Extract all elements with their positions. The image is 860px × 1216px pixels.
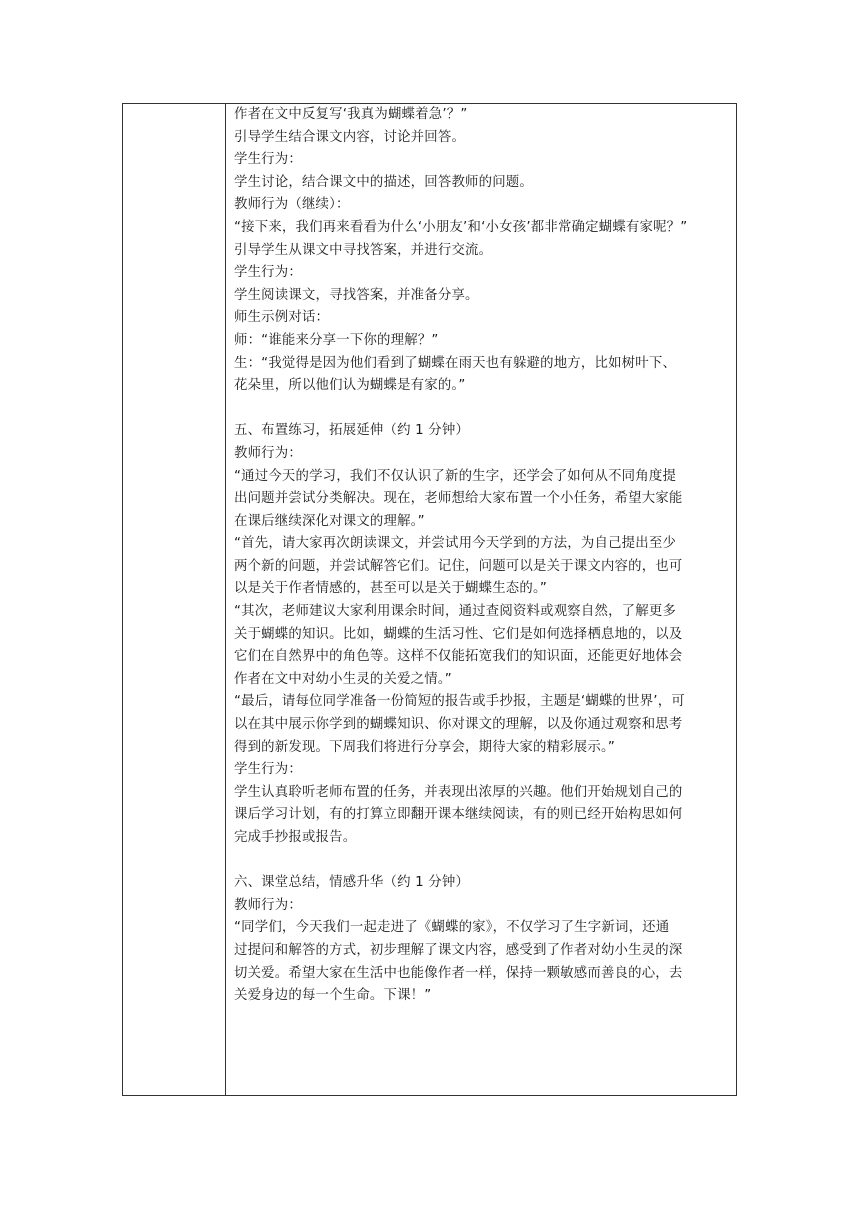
text-line: 以在其中展示你学到的蝴蝶知识、你对课文的理解，以及你通过观察和思考 [234,717,683,733]
text-line: 引导学生从课文中寻找答案，并进行交流。 [234,242,493,258]
text-line: 过提问和解答的方式，初步理解了课文内容，感受到了作者对幼小生灵的深 [234,942,683,958]
text-line: 学生阅读课文，寻找答案，并准备分享。 [234,287,479,303]
text-line: 得到的新发现。下周我们将进行分享会，期待大家的精彩展示。” [234,739,615,755]
text-line: 教师行为（继续）： [234,197,350,213]
text-line: “首先，请大家再次朗读课文，并尝试用今天学到的方法，为自己提出至少 [234,536,677,552]
text-line: 学生行为： [234,152,302,168]
text-line: 课后学习计划，有的打算立即翻开课本继续阅读，有的则已经开始构思如何 [234,807,683,823]
text-line: 以是关于作者情感的，甚至可以是关于蝴蝶生态的。” [234,581,548,597]
text-line: 切关爱。希望大家在生活中也能像作者一样，保持一颗敏感而善良的心，去 [234,965,683,981]
text-line: 生：“我觉得是因为他们看到了蝴蝶在雨天也有躲避的地方，比如树叶下、 [234,355,677,371]
text-line: 花朵里，所以他们认为蝴蝶是有家的。” [234,378,466,394]
text-line: “其次，老师建议大家利用课余时间，通过查阅资料或观察自然，了解更多 [234,604,677,620]
text-line: 教师行为： [234,445,302,461]
text-line: 六、课堂总结，情感升华（约 1 分钟） [234,875,470,891]
blank-line [234,850,730,873]
text-line: 完成手抄报或报告。 [234,830,357,845]
text-line: “同学们，今天我们一起走进了《蝴蝶的家》，不仅学习了生字新词，还通 [234,920,670,936]
text-line: 教师行为： [234,897,302,913]
text-line: 师生示例对话： [234,310,330,326]
text-line: 作者在文中反复写‘我真为蝴蝶着急’？” [234,107,468,122]
text-line: “接下来，我们再来看看为什么‘小朋友’和‘小女孩’都非常确定蝴蝶有家呢？” [234,219,688,235]
text-line: 五、布置练习，拓展延伸（约 1 分钟） [234,423,470,439]
text-line: 关爱身边的每一个生命。下课！” [234,988,432,1004]
text-line: 作者在文中对幼小生灵的关爱之情。” [234,671,452,687]
text-line: 学生行为： [234,762,302,778]
table-left-column [123,104,226,1095]
blank-line [234,398,730,421]
text-line: 引导学生结合课文内容，讨论并回答。 [234,129,466,145]
text-line: 出问题并尝试分类解决。现在，老师想给大家布置一个小任务，希望大家能 [234,491,683,507]
text-line: 学生行为： [234,265,302,281]
text-line: “最后，请每位同学准备一份简短的报告或手抄报，主题是‘蝴蝶的世界’，可 [234,694,685,710]
text-line: 学生讨论，结合课文中的描述，回答教师的问题。 [234,174,533,190]
text-line: 学生认真聆听老师布置的任务，并表现出浓厚的兴趣。他们开始规划自己的 [234,784,683,800]
table-content-cell [226,104,736,1095]
text-line: 关于蝴蝶的知识。比如，蝴蝶的生活习性、它们是如何选择栖息地的，以及 [234,626,683,642]
text-line: 它们在自然界中的角色等。这样不仅能拓宽我们的知识面，还能更好地体会 [234,649,683,665]
text-line: 在课后继续深化对课文的理解。” [234,513,425,529]
text-line: “通过今天的学习，我们不仅认识了新的生字，还学会了如何从不同角度提 [234,468,677,484]
text-line: 师：“谁能来分享一下你的理解？” [234,332,439,348]
lesson-plan-table [122,103,737,1096]
text-line: 两个新的问题，并尝试解答它们。记住，问题可以是关于课文内容的，也可 [234,558,683,574]
